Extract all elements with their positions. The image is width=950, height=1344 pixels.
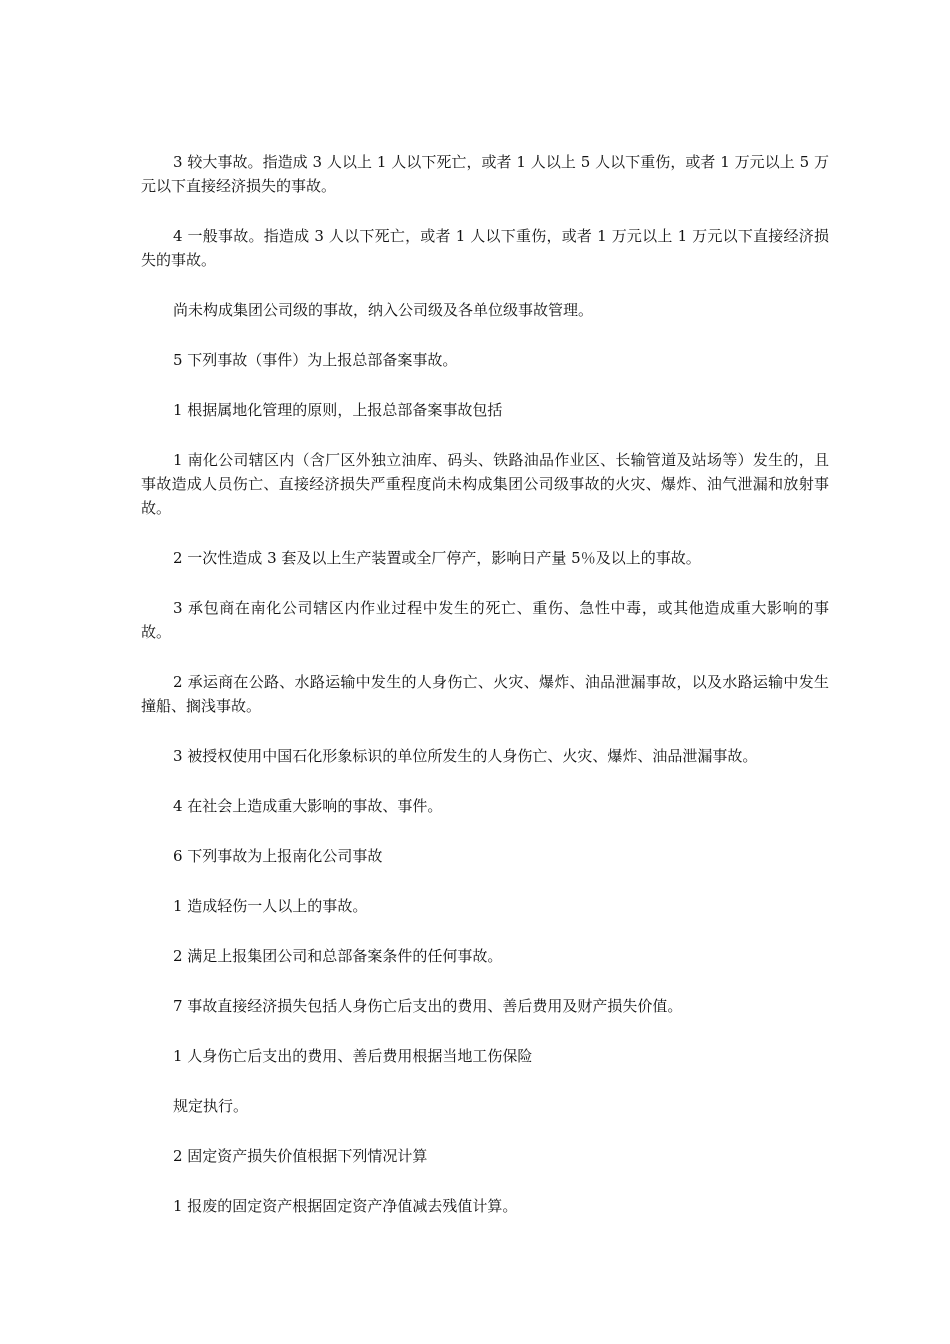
document-body [141,150,829,1244]
paragraph-production-shutdown: 2 一次性造成 3 套及以上生产装置或全厂停产，影响日产量 5％及以上的事故。 [173,549,701,567]
paragraph-social-impact: 4 在社会上造成重大影响的事故、事件。 [173,797,443,815]
paragraph-contractor-accidents: 3 承包商在南化公司辖区内作业过程中发生的死亡、重伤、急性中毒，或其他造成重大影响的事故。 [141,599,829,641]
paragraph-territorial-principle: 1 根据属地化管理的原则，上报总部备案事故包括 [173,401,503,419]
paragraph-direct-loss: 7 事故直接经济损失包括人身伤亡后支出的费用、善后费用及财产损失价值。 [173,997,683,1015]
paragraph-minor-injury: 1 造成轻伤一人以上的事故。 [173,897,368,915]
paragraph-carrier-accidents: 2 承运商在公路、水路运输中发生的人身伤亡、火灾、爆炸、油品泄漏事故，以及水路运输中发生撞船、搁浅事故。 [141,673,829,715]
paragraph-major-accident: 3 较大事故。指造成 3 人以上 1 人以下死亡，或者 1 人以上 5 人以下重伤，或者 1 万元以上 5 万元以下直接经济损失的事故。 [141,153,829,195]
paragraph-company-level: 尚未构成集团公司级的事故，纳入公司级及各单位级事故管理。 [173,301,594,319]
paragraph-injury-costs: 1 人身伤亡后支出的费用、善后费用根据当地工伤保险 [173,1047,533,1065]
paragraph-licensed-units: 3 被授权使用中国石化形象标识的单位所发生的人身伤亡、火灾、爆炸、油品泄漏事故。 [173,747,758,765]
paragraph-fixed-asset-heading: 2 固定资产损失价值根据下列情况计算 [173,1147,428,1165]
paragraph-jurisdiction-accidents: 1 南化公司辖区内（含厂区外独立油库、码头、铁路油品作业区、长输管道及站场等）发生的，且事故造成人员伤亡、直接经济损失严重程度尚未构成集团公司级事故的火灾、爆炸、油气泄漏和放射事故。 [141,451,829,517]
paragraph-regulation: 规定执行。 [173,1097,249,1115]
paragraph-hq-filing-heading: 5 下列事故（事件）为上报总部备案事故。 [173,351,458,369]
paragraph-scrapped-assets: 1 报废的固定资产根据固定资产净值减去残值计算。 [173,1197,518,1215]
paragraph-nanhua-report-heading: 6 下列事故为上报南化公司事故 [173,847,383,865]
paragraph-general-accident: 4 一般事故。指造成 3 人以下死亡，或者 1 人以下重伤，或者 1 万元以上 1 万元以下直接经济损失的事故。 [141,227,829,269]
paragraph-any-qualifying: 2 满足上报集团公司和总部备案条件的任何事故。 [173,947,503,965]
